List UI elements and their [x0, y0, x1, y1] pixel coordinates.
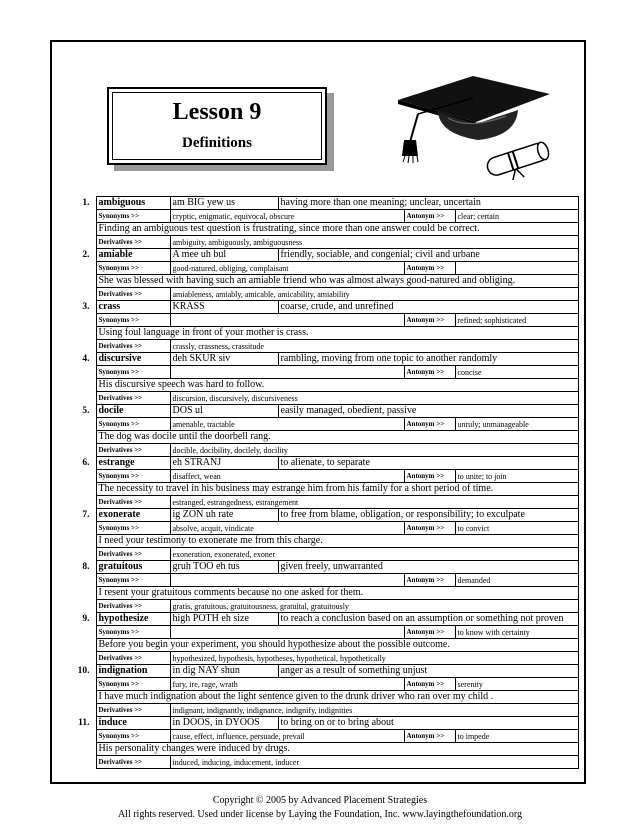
vocab-word: indignation: [96, 665, 170, 678]
vocab-word: ambiguous: [96, 197, 170, 210]
synonyms-label: Synonyms >>: [96, 574, 170, 587]
synonyms-label: Synonyms >>: [96, 730, 170, 743]
example-sentence: Before you begin your experiment, you should hypothesize about the possible outcome.: [96, 639, 578, 652]
pronunciation: KRASS: [170, 301, 278, 314]
entry-number: 9.: [82, 613, 90, 624]
entry-synonym-row: [62, 678, 578, 691]
antonym-value: to unite; to join: [455, 470, 578, 483]
graduation-cap-icon: [378, 70, 558, 180]
synonyms-value: [170, 626, 404, 639]
antonym-label: Antonym >>: [404, 626, 455, 639]
synonyms-value: fury, ire, rage, wrath: [170, 678, 404, 691]
derivatives-label: Derivatives >>: [96, 756, 170, 769]
derivatives-value: docible, docibility, docilely, docility: [170, 444, 578, 457]
example-sentence: I resent your gratuitous comments because no one asked for them.: [96, 587, 578, 600]
entry-number: 3.: [82, 301, 90, 312]
vocab-word: hypothesize: [96, 613, 170, 626]
synonyms-value: [170, 366, 404, 379]
definition: having more than one meaning; unclear, uncertain: [278, 197, 578, 210]
derivatives-value: gratis, gratuitous, gratuitousness, gratuital, gratuitously: [170, 600, 578, 613]
pronunciation: ig ZON uh rate: [170, 509, 278, 522]
entry-number: 7.: [82, 509, 90, 520]
antonym-value: to know with certainty: [455, 626, 578, 639]
definition: friendly, sociable, and congenial; civil and urbane: [278, 249, 578, 262]
vocabulary-table: [62, 196, 579, 769]
vocab-word: discursive: [96, 353, 170, 366]
antonym-value: to impede: [455, 730, 578, 743]
antonym-value: demanded: [455, 574, 578, 587]
entry-sentence-row: [62, 535, 578, 548]
derivatives-label: Derivatives >>: [96, 600, 170, 613]
entry-word-row: [62, 457, 578, 470]
lesson-subtitle: Definitions: [181, 135, 252, 151]
vocab-word: exonerate: [96, 509, 170, 522]
derivatives-value: ambiguity, ambiguously, ambiguousness: [170, 236, 578, 249]
pronunciation: DOS ul: [170, 405, 278, 418]
synonyms-label: Synonyms >>: [96, 314, 170, 327]
antonym-value: to convict: [455, 522, 578, 535]
entry-sentence-row: [62, 483, 578, 496]
antonym-label: Antonym >>: [404, 262, 455, 275]
definition: easily managed, obedient, passive: [278, 405, 578, 418]
synonyms-label: Synonyms >>: [96, 210, 170, 223]
definition: coarse, crude, and unrefined: [278, 301, 578, 314]
entry-derivatives-row: [62, 756, 578, 769]
entry-sentence-row: [62, 275, 578, 288]
entry-sentence-row: [62, 223, 578, 236]
entry-derivatives-row: [62, 288, 578, 301]
vocab-word: estrange: [96, 457, 170, 470]
antonym-label: Antonym >>: [404, 366, 455, 379]
entry-number: 1.: [82, 197, 90, 208]
synonyms-label: Synonyms >>: [96, 366, 170, 379]
pronunciation: high POTH eh size: [170, 613, 278, 626]
entry-word-row: [62, 405, 578, 418]
definition: rambling, moving from one topic to another randomly: [278, 353, 578, 366]
definition: to alienate, to separate: [278, 457, 578, 470]
pronunciation: deh SKUR siv: [170, 353, 278, 366]
pronunciation: gruh TOO eh tus: [170, 561, 278, 574]
entry-synonym-row: [62, 210, 578, 223]
derivatives-label: Derivatives >>: [96, 288, 170, 301]
entry-derivatives-row: [62, 444, 578, 457]
derivatives-value: indignant, indignantly, indignance, indignify, indignities: [170, 704, 578, 717]
example-sentence: His discursive speech was hard to follow.: [96, 379, 578, 392]
antonym-value: refined; sophisticated: [455, 314, 578, 327]
synonyms-value: [170, 574, 404, 587]
definition: to bring on or to bring about: [278, 717, 578, 730]
entry-word-row: [62, 249, 578, 262]
example-sentence: Using foul language in front of your mother is crass.: [96, 327, 578, 340]
entry-word-row: [62, 613, 578, 626]
entry-word-row: [62, 665, 578, 678]
antonym-value: serenity: [455, 678, 578, 691]
antonym-value: concise: [455, 366, 578, 379]
entry-number: 6.: [82, 457, 90, 468]
entry-sentence-row: [62, 639, 578, 652]
derivatives-value: exoneration, exonerated, exoner: [170, 548, 578, 561]
entry-derivatives-row: [62, 340, 578, 353]
entry-word-row: [62, 509, 578, 522]
synonyms-label: Synonyms >>: [96, 418, 170, 431]
derivatives-value: discursion, discursively, discursiveness: [170, 392, 578, 405]
pronunciation: in dig NAY shun: [170, 665, 278, 678]
entry-synonym-row: [62, 262, 578, 275]
entry-synonym-row: [62, 522, 578, 535]
lesson-title-box: [107, 87, 327, 165]
pronunciation: eh STRANJ: [170, 457, 278, 470]
entry-sentence-row: [62, 743, 578, 756]
synonyms-label: Synonyms >>: [96, 678, 170, 691]
entry-word-row: [62, 301, 578, 314]
entry-word-row: [62, 353, 578, 366]
entry-sentence-row: [62, 379, 578, 392]
entry-sentence-row: [62, 431, 578, 444]
pronunciation: in DOOS, in DYOOS: [170, 717, 278, 730]
entry-word-row: [62, 197, 578, 210]
definition: anger as a result of something unjust: [278, 665, 578, 678]
entry-number: 11.: [78, 717, 90, 728]
vocab-word: crass: [96, 301, 170, 314]
antonym-label: Antonym >>: [404, 314, 455, 327]
entry-synonym-row: [62, 574, 578, 587]
definition: to free from blame, obligation, or responsibility; to exculpate: [278, 509, 578, 522]
example-sentence: His personality changes were induced by drugs.: [96, 743, 578, 756]
entry-synonym-row: [62, 470, 578, 483]
vocab-word: gratuitous: [96, 561, 170, 574]
copyright-line: Copyright © 2005 by Advanced Placement Strategies: [212, 795, 428, 806]
synonyms-label: Synonyms >>: [96, 262, 170, 275]
example-sentence: She was blessed with having such an amiable friend who was almost always good-natured and obliging.: [96, 275, 578, 288]
vocab-word: induce: [96, 717, 170, 730]
derivatives-value: crassly, crassness, crassitude: [170, 340, 578, 353]
synonyms-label: Synonyms >>: [96, 470, 170, 483]
entry-sentence-row: [62, 691, 578, 704]
entry-derivatives-row: [62, 548, 578, 561]
example-sentence: The necessity to travel in his business may estrange him from his family for a short period of time.: [96, 483, 578, 496]
derivatives-label: Derivatives >>: [96, 548, 170, 561]
entry-sentence-row: [62, 587, 578, 600]
antonym-value: unruly; unmanageable: [455, 418, 578, 431]
derivatives-label: Derivatives >>: [96, 704, 170, 717]
derivatives-label: Derivatives >>: [96, 392, 170, 405]
entry-derivatives-row: [62, 704, 578, 717]
entry-number: 4.: [82, 353, 90, 364]
antonym-label: Antonym >>: [404, 522, 455, 535]
synonyms-value: cryptic, enigmatic, equivocal, obscure: [170, 210, 404, 223]
derivatives-value: amiableness, amiably, amicable, amicability, amiability: [170, 288, 578, 301]
derivatives-label: Derivatives >>: [96, 496, 170, 509]
example-sentence: Finding an ambiguous test question is frustrating, since more than one answer could be correct.: [96, 223, 578, 236]
entry-synonym-row: [62, 366, 578, 379]
entry-derivatives-row: [62, 236, 578, 249]
entry-derivatives-row: [62, 496, 578, 509]
derivatives-value: estranged, estrangedness, estrangement: [170, 496, 578, 509]
vocab-word: docile: [96, 405, 170, 418]
antonym-value: [455, 262, 578, 275]
antonym-label: Antonym >>: [404, 470, 455, 483]
pronunciation: am BIG yew us: [170, 197, 278, 210]
antonym-label: Antonym >>: [404, 678, 455, 691]
antonym-label: Antonym >>: [404, 210, 455, 223]
synonyms-value: absolve, acquit, vindicate: [170, 522, 404, 535]
entry-word-row: [62, 561, 578, 574]
vocab-word: amiable: [96, 249, 170, 262]
entry-number: 10.: [77, 665, 90, 676]
example-sentence: The dog was docile until the doorbell rang.: [96, 431, 578, 444]
definition: given freely, unwarranted: [278, 561, 578, 574]
antonym-value: clear; certain: [455, 210, 578, 223]
synonyms-label: Synonyms >>: [96, 522, 170, 535]
entry-synonym-row: [62, 314, 578, 327]
derivatives-label: Derivatives >>: [96, 652, 170, 665]
entry-derivatives-row: [62, 600, 578, 613]
antonym-label: Antonym >>: [404, 574, 455, 587]
entry-number: 2.: [82, 249, 90, 260]
synonyms-value: [170, 314, 404, 327]
derivatives-label: Derivatives >>: [96, 444, 170, 457]
synonyms-label: Synonyms >>: [96, 626, 170, 639]
derivatives-label: Derivatives >>: [96, 340, 170, 353]
antonym-label: Antonym >>: [404, 418, 455, 431]
synonyms-value: good-natured, obliging, complaisant: [170, 262, 404, 275]
entry-synonym-row: [62, 418, 578, 431]
synonyms-value: disaffect, wean: [170, 470, 404, 483]
synonyms-value: cause, effect, influence, persuade, prevail: [170, 730, 404, 743]
derivatives-label: Derivatives >>: [96, 236, 170, 249]
entry-number: 8.: [82, 561, 90, 572]
entry-derivatives-row: [62, 652, 578, 665]
definition: to reach a conclusion based on an assumption or something not proven: [278, 613, 578, 626]
entry-synonym-row: [62, 626, 578, 639]
example-sentence: I have much indignation about the light sentence given to the drunk driver who ran over my child .: [96, 691, 578, 704]
entry-word-row: [62, 717, 578, 730]
entry-synonym-row: [62, 730, 578, 743]
entry-derivatives-row: [62, 392, 578, 405]
lesson-title: Lesson 9: [172, 99, 262, 125]
antonym-label: Antonym >>: [404, 730, 455, 743]
entry-sentence-row: [62, 327, 578, 340]
example-sentence: I need your testimony to exonerate me from this charge.: [96, 535, 578, 548]
derivatives-value: hypothesized, hypothesis, hypotheses, hypothetical, hypothetically: [170, 652, 578, 665]
synonyms-value: amenable, tractable: [170, 418, 404, 431]
derivatives-value: induced, inducing, inducement, inducer: [170, 756, 578, 769]
entry-number: 5.: [82, 405, 90, 416]
license-line: All rights reserved. Used under license by Laying the Foundation, Inc. www.layingthefoundation.org: [117, 809, 523, 820]
pronunciation: A mee uh bul: [170, 249, 278, 262]
